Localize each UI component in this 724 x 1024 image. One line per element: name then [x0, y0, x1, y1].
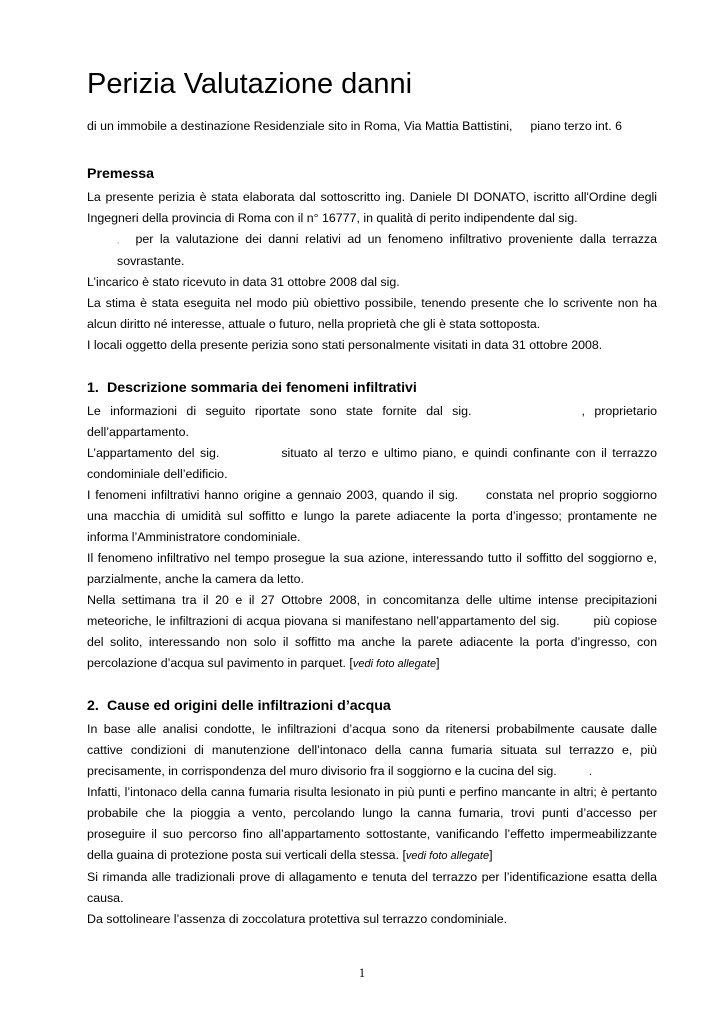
document-subtitle — [87, 118, 622, 135]
section-1-paragraph-3: I fenomeni infiltrativi hanno origine a gennaio 2003, quando il sig. constata nel proprio soggiorno una macchia di umidità sul soffitto e lungo la parete adiacente la porta d’ingesso; prontamente ne informa l’Amministratore condominiale. — [87, 488, 657, 544]
premessa-body — [87, 187, 657, 356]
section-2-paragraph-1: In base alle analisi condotte, le infiltrazioni d’acqua sono da ritenersi probabilmente causate dalle cattive condizioni di manutenzione dell’intonaco della canna fumaria situata sul terrazzo e, più precisamente, in corrispondenza del muro divisorio fra il soggiorno e la cucina del sig. . — [87, 722, 657, 778]
section-heading-premessa: Premessa — [87, 166, 155, 182]
section-1-paragraph-2: L’appartamento del sig. situato al terzo e ultimo piano, e quindi confinante con il terrazzo condominiale dell’edificio. — [87, 446, 657, 481]
section-2-paragraph-2: Infatti, l’intonaco della canna fumaria risulta lesionato in più punti e perfino mancante in altri; è pertanto probabile che la pioggia a vento, percolando lungo la canna fumaria, trovi punti d’accesso per proseguire il suo percorso fino all’appartamento sottostante, vanificando l’effetto impermeabilizzante della guaina di protezione posta sui verticali della stessa. [vedi foto allegate] — [87, 785, 657, 862]
premessa-paragraph-1: La presente perizia è stata elaborata dal sottoscritto ing. Daniele DI DONATO, iscritto all'Ordine degli Ingegneri della provincia di Roma con il n° 16777, in qualità di perito indipendente dal sig. — [87, 190, 657, 225]
premessa-paragraph-4: I locali oggetto della presente perizia sono stati personalmente visitati in data 31 ottobre 2008. — [87, 338, 603, 352]
subtitle-address: di un immobile a destinazione Residenziale sito in Roma, Via Mattia Battistini, — [87, 119, 513, 133]
section-1-paragraph-4: Il fenomeno infiltrativo nel tempo prosegue la sua azione, interessando tutto il soffitto del soggiorno e, parzialmente, anche la camera da letto. — [87, 551, 657, 586]
section-1-body — [87, 401, 657, 675]
page-number: 1 — [358, 966, 366, 980]
premessa-paragraph-2: L’incarico è stato ricevuto in data 31 ottobre 2008 dal sig. — [87, 275, 400, 289]
photo-reference: vedi foto allegate — [352, 658, 437, 670]
redaction-mark: , — [117, 236, 120, 245]
premessa-paragraph-1-continued: , per la valutazione dei danni relativi ad un fenomeno infiltrativo proveniente dalla terrazza sovrastante. — [117, 232, 657, 268]
premessa-paragraph-3: La stima è stata eseguita nel modo più obiettivo possibile, tenendo presente che lo scrivente non ha alcun diritto né interesse, attuale o futuro, nella proprietà che gli è stata sottoposta. — [87, 296, 657, 331]
section-1-paragraph-5: Nella settimana tra il 20 e il 27 Ottobre 2008, in concomitanza delle ultime intense precipitazioni meteoriche, le infiltrazioni di acqua piovana si manifestano nell’appartamento del sig. più copiose del solito, interessando non solo il soffitto ma anche la parete adiacente la porta d’ingresso, con percolazione d’acqua sul pavimento in parquet. [vedi foto allegate] — [87, 593, 657, 670]
section-2-paragraph-4: Da sottolineare l’assenza di zoccolatura protettiva sul terrazzo condominiale. — [87, 912, 508, 926]
subtitle-floor: piano terzo int. 6 — [530, 119, 623, 133]
section-1-paragraph-1: Le informazioni di seguito riportate sono state fornite dal sig. , proprietario dell’appartamento. — [87, 404, 657, 439]
section-heading-2: 2. Cause ed origini delle infiltrazioni d’acqua — [87, 698, 391, 714]
section-heading-1: 1. Descrizione sommaria dei fenomeni infiltrativi — [87, 380, 417, 396]
section-2-paragraph-3: Si rimanda alle tradizionali prove di allagamento e tenuta del terrazzo per l’identificazione esatta della causa. — [87, 870, 657, 905]
photo-reference: vedi foto allegate — [405, 850, 490, 862]
section-2-body — [87, 719, 657, 930]
document-title: Perizia Valutazione danni — [87, 68, 413, 100]
